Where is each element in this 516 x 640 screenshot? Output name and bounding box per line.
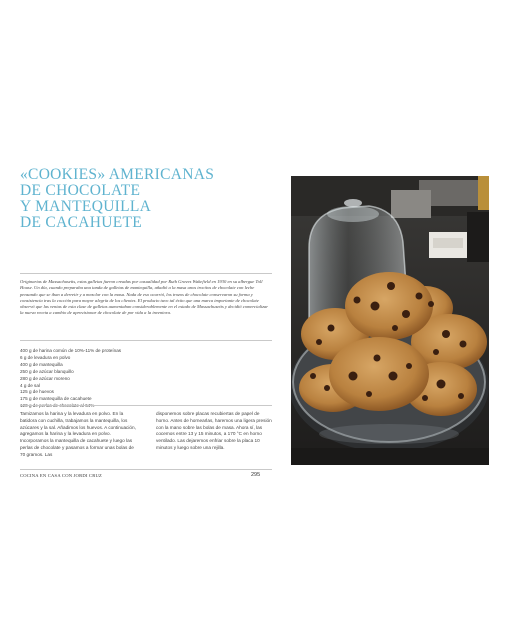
recipe-title <box>20 167 270 231</box>
ingredient-list <box>20 348 180 410</box>
intro-top-divider <box>20 273 272 274</box>
recipe-intro: Originarias de Massachusetts, estas galletas fueron creadas por casualidad por Ruth Graves Wakefield en 1930 en su albergue Toll House. Un día, cuando preparaba una tanda de galletas de mantequilla, añadió a la masa unos trocitos de chocolate con leche pensando que se iban a derretir y a mezclar con la masa. Nada de eso ocurrió, los trozos de chocolate conservaron su forma y consistencia tras la cocción para mayor alegría de los clientes. El producto tuvo tal éxito que una marca importante de chocolate observó que las ventas de esta clase de galletas aumentaban considerablemente en el estado de Massachusetts y decidió comercializar la nueva receta a cambio de aprovisionar de chocolate de por vida a la inventora. <box>20 279 269 316</box>
ingredient-item: 280 g de azúcar moreno <box>20 375 70 381</box>
recipe-title-line: «COOKIES» AMERICANAS <box>20 166 215 183</box>
ingredient-item: 250 g de azúcar blanquillo <box>20 368 74 374</box>
method-column-1: Tamizamos la harina y la levadura en polvo. En la batidora con cuchilla, trabajamos la mantequilla, los azúcares y la sal. Añadimos los huevos. A continuación, agregamos la harina y la levadura en polvo. Incorporamos la mantequilla de cacahuete y luego las perlas de chocolate y pasamos a formar unas bolas de 70 gramos. Las <box>20 411 136 457</box>
book-title: COCINA EN CASA CON JORDI CRUZ <box>20 473 102 478</box>
ingredient-item: 175 g de mantequilla de cacahuete <box>20 396 92 402</box>
ingredient-item: 400 g de mantequilla <box>20 361 63 367</box>
cookies-photo-illustration <box>291 176 489 465</box>
intro-bottom-divider <box>20 340 272 341</box>
footer-divider <box>20 469 272 470</box>
recipe-title-line: DE CACAHUETE <box>20 214 142 231</box>
recipe-title-line: DE CHOCOLATE <box>20 182 141 199</box>
ingredient-item: 4 g de sal <box>20 382 40 388</box>
ingredient-item: 6 g de levadura en polvo <box>20 354 71 360</box>
ingredients-divider <box>20 405 272 406</box>
cookies-photo <box>291 176 489 465</box>
page-number: 295 <box>251 472 261 478</box>
ingredient-item: 125 g de huevos <box>20 389 54 395</box>
recipe-title-line: Y MANTEQUILLA <box>20 198 152 215</box>
ingredient-item: 400 g de harina común de 10%-11% de proteínas <box>20 348 122 353</box>
method-column-2: disponemos sobre placas recubiertas de papel de horno. Antes de hornearlas, haremos una ligera presión con la mano sobre las bolas de masa. Ahora sí, las cocemos entre 13 y 15 minutos, a 170 °C en horno ventilado. Las dejaremos enfriar sobre la placa 10 minutos y luego sobre una rejilla. <box>156 411 272 450</box>
